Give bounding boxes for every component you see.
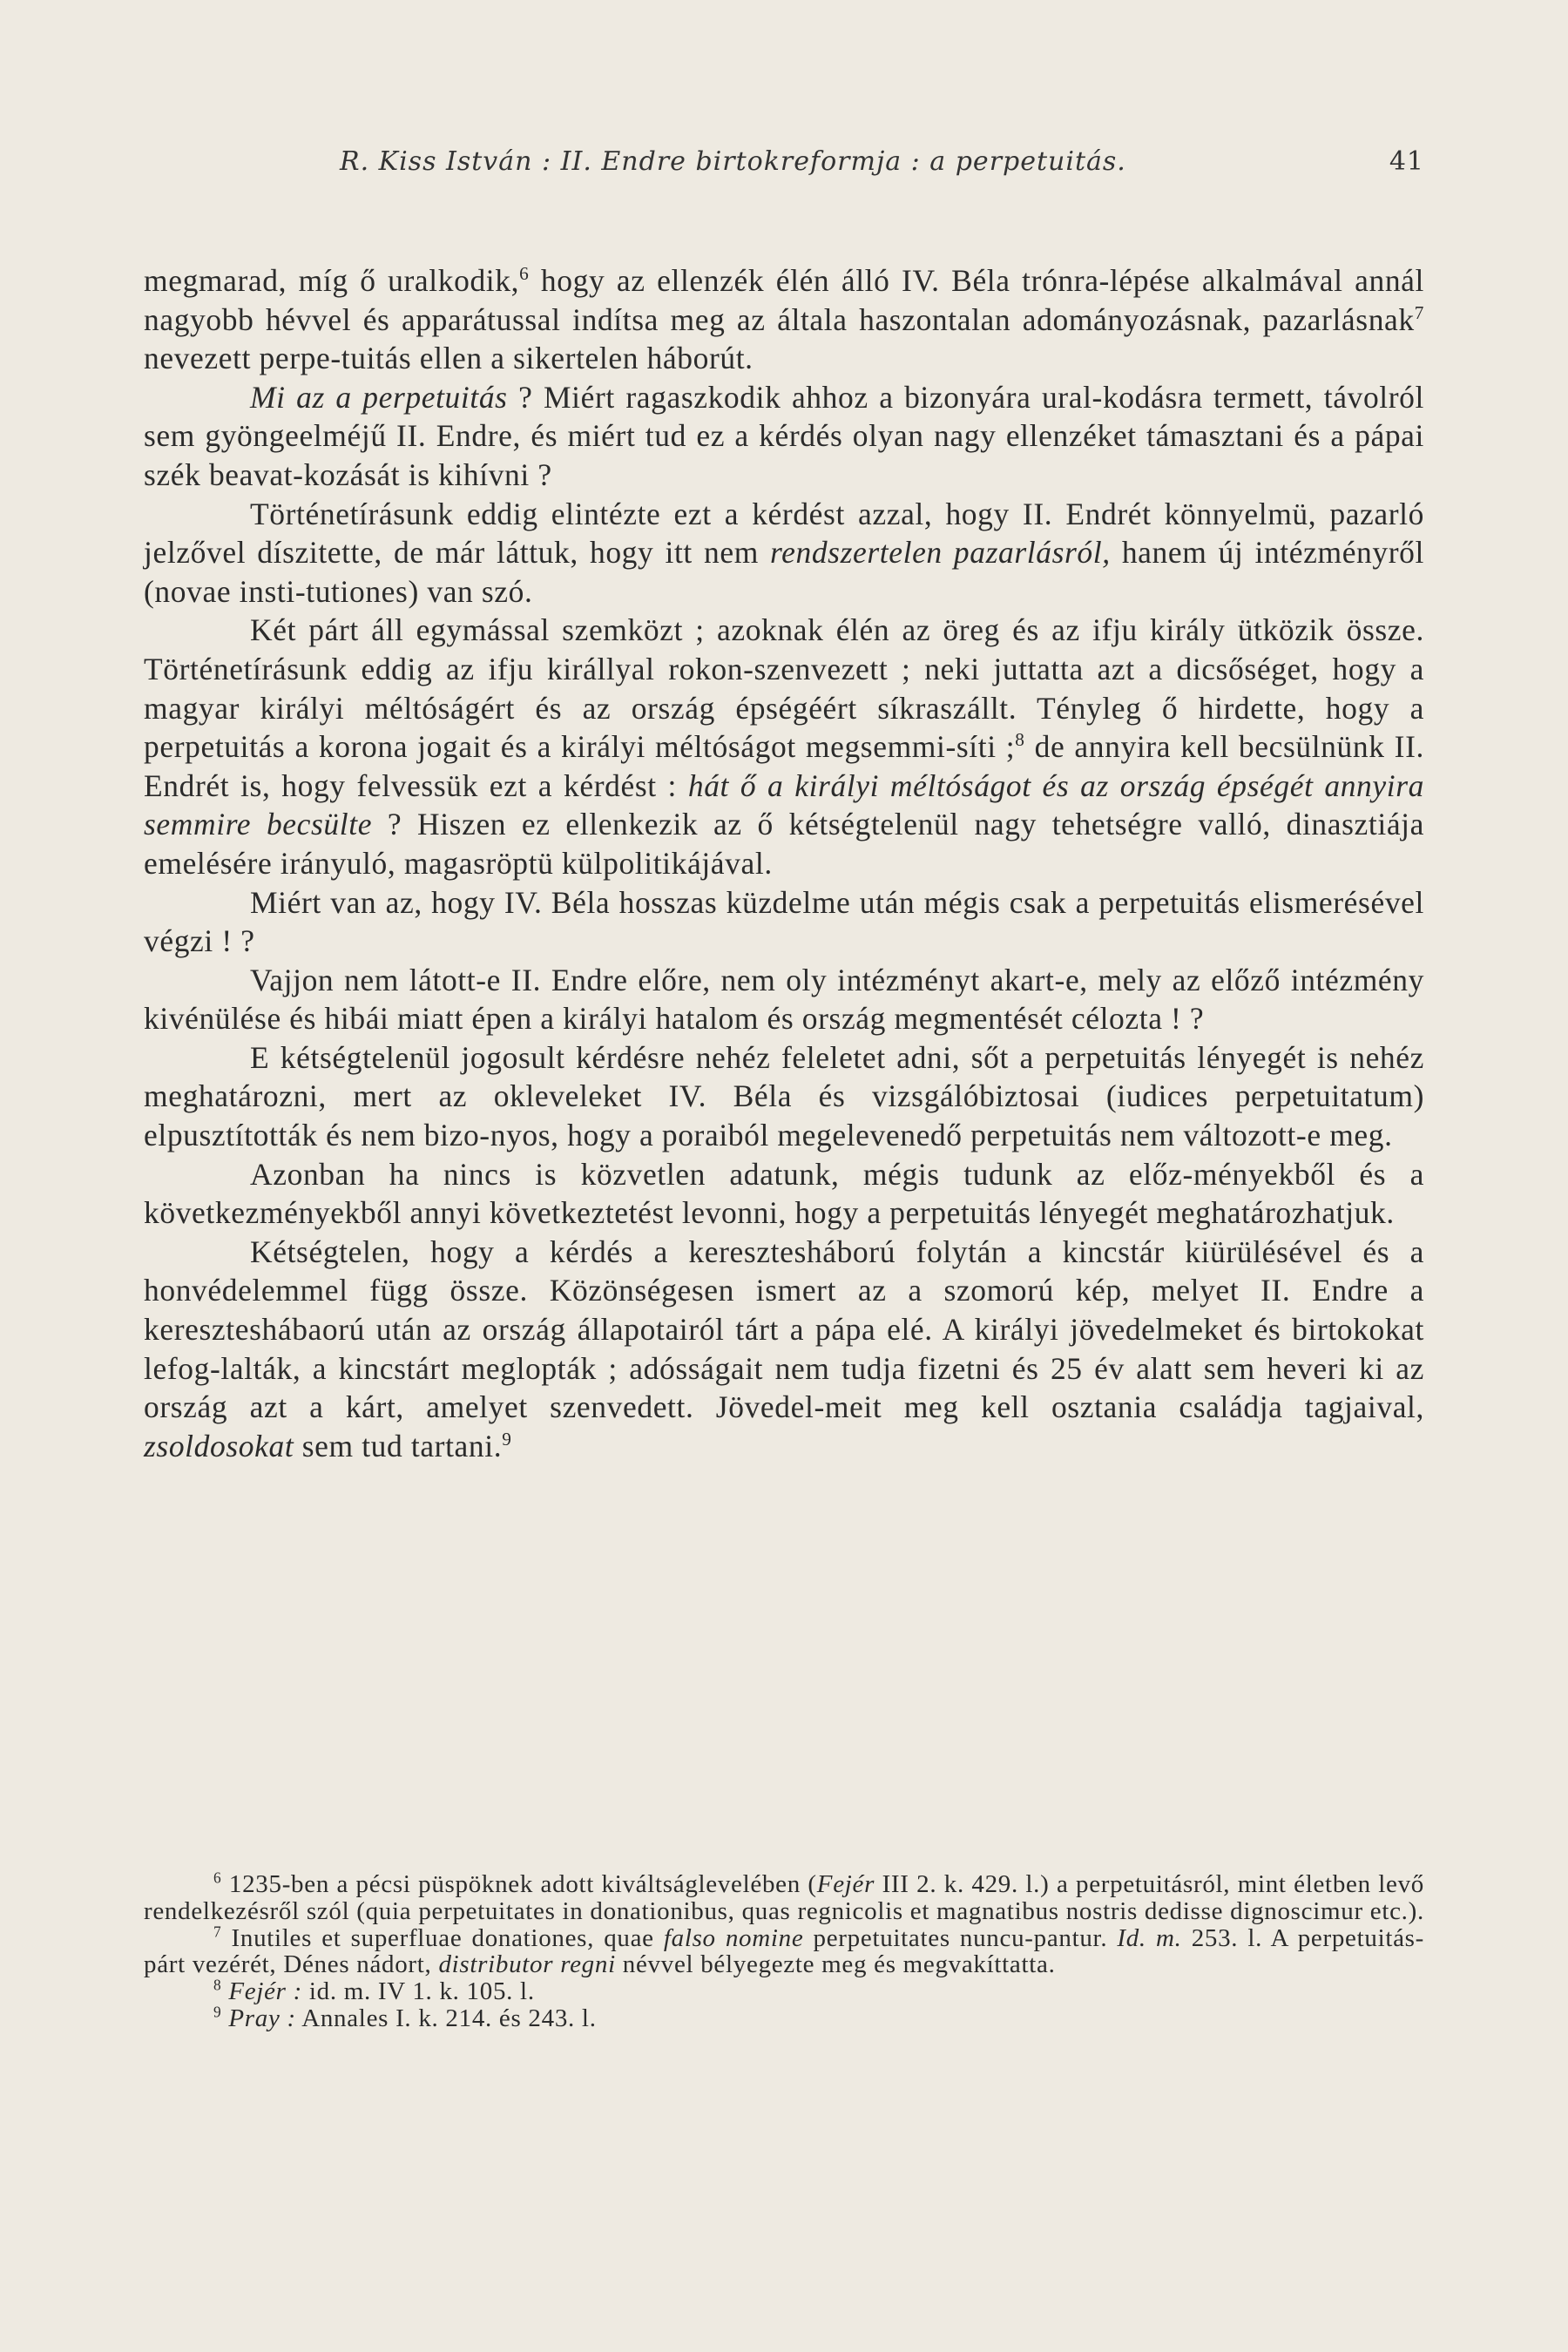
paragraph-1: megmarad, míg ő uralkodik,$^6$ hogy az ellenzék élén álló IV. Béla trónra-lépése alkalmával annál nagyobb hévvel és apparátussal indítsa meg az általa haszontalan adományozásnak, pazarlásnak$^7$ nevezett perpe-tuitás ellen a sikertelen háborút. <box>144 263 1424 376</box>
running-header <box>144 146 1424 190</box>
paragraph-9: Kétségtelen, hogy a kérdés a keresztesháború folytán a kincstár kiürülésével és a honvédelemmel függ össze. Közönségesen ismert az a szomorú kép, melyet II. Endre a kereszteshábaorú után az ország állapotairól tárt a pápa elé. A királyi jövedelmeket és birtokokat lefog-lalták, a kincstárt meglopták ; adósságait nem tudja fizetni és 25 év alatt sem heveri ki az ország azt a kárt, amelyet szenvedett. Jövedel-meit meg kell osztania családja tagjaival, zsoldosokat sem tud tartani.$^9$ <box>144 1233 1424 1463</box>
footnote-number: 6 <box>213 1869 222 1887</box>
footnote-number: 9 <box>213 2003 222 2021</box>
footnote-ref-7: 7 <box>1414 301 1424 323</box>
paragraph-8: Azonban ha nincs is közvetlen adatunk, mégis tudunk az előz-ményekből és a következményekből annyi következtetést levonni, hogy a perpetuitás lényegét meghatározhatjuk. <box>144 1156 1424 1231</box>
running-title: R. Kiss István : II. Endre birtokreformja : a perpetuitás. <box>340 146 1126 177</box>
footnote-number: 8 <box>213 1976 222 1994</box>
paragraph-5: Miért van az, hogy IV. Béla hosszas küzdelme után mégis csak a perpetuitás elismerésével végzi ! ? <box>144 884 1424 959</box>
footnotes <box>144 1871 1424 2032</box>
paragraph-3: Történetírásunk eddig elintézte ezt a kérdést azzal, hogy II. Endrét könnyelmü, pazarló jelzővel díszitette, de már láttuk, hogy itt nem rendszertelen pazarlásról, hanem új intézményről (novae insti-tutiones) van szó. <box>144 496 1424 609</box>
paragraph-6: Vajjon nem látott-e II. Endre előre, nem oly intézményt akart-e, mely az előző intézmény kivénülése és hibái miatt épen a királyi hatalom és ország megmentését célozta ! ? <box>144 962 1424 1037</box>
footnote-ref-9: 9 <box>502 1428 512 1450</box>
paragraph-2: Mi az a perpetuitás ? Miért ragaszkodik ahhoz a bizonyára ural-kodásra termett, távolról sem gyöngeelméjű II. Endre, és miért tud ez a kérdés olyan nagy ellenzéket támasztani és a pápai szék beavat-kozását is kihívni ? <box>144 379 1424 492</box>
paragraph-7: E kétségtelenül jogosult kérdésre nehéz feleletet adni, sőt a perpetuitás lényegét is nehéz meghatározni, mert az okleveleket IV. Béla és vizsgálóbiztosai (iudices perpetuitatum) elpusztították és nem bizo-nyos, hogy a poraiból megelevenedő perpetuitás nem változott-e meg. <box>144 1039 1424 1153</box>
footnote-number: 7 <box>213 1922 222 1940</box>
paragraph-4: Két párt áll egymással szemközt ; azoknak élén az öreg és az ifju király ütközik össze. Történetírásunk eddig az ifju királlyal rokon-szenvezett ; neki juttatta azt a dicsőséget, hogy a magyar királyi méltóságért és az ország épségéért síkraszállt. Tényleg ő hirdette, hogy a perpetuitás a korona jogait és a királyi méltóságot megsemmi-síti ;$^8$ de annyira kell becsülnünk II. Endrét is, hogy felvessük ezt a kérdést : hát ő a királyi méltóságot és az ország épségét annyira semmire becsülte ? Hiszen ez ellenkezik az ő kétségtelenül nagy tehetségre valló, dinasztiája emelésére irányuló, magasröptü külpolitikájával. <box>144 612 1425 881</box>
footnote-6: $^6$ 1235-ben a pécsi püspöknek adott kiváltságlevelében (Fejér III 2. k. 429. l.) a perpetuitásról, mint életben levő rendelkezésről szól (quia perpetuitates in donationibus, quas regnicolis et magnatibus nostris dedisse dignoscimur etc.). <box>144 1869 1424 1925</box>
footnote-8: $^8$ Fejér : id. m. IV 1. k. 105. l. <box>213 1976 535 2006</box>
footnote-9: $^9$ Pray : Annales I. k. 214. és 243. l. <box>213 2003 597 2032</box>
main-text <box>144 261 1424 1465</box>
page-number: 41 <box>1389 146 1424 177</box>
footnote-ref-6: 6 <box>519 263 530 285</box>
footnote-7: $^7$ Inutiles et superfluae donationes, quae falso nomine perpetuitates nuncu-pantur. Id. m. 253. l. A perpetuitás-párt vezérét, Dénes nádort, distributor regni névvel bélyegezte meg és megvakíttatta. <box>144 1922 1424 1979</box>
footnote-ref-8: 8 <box>1015 729 1025 751</box>
